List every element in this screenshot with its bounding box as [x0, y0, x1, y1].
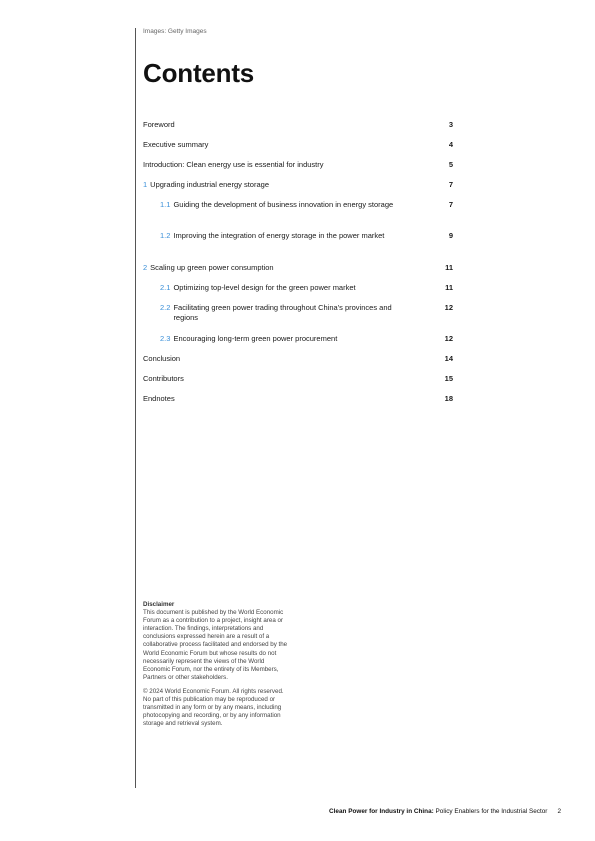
toc-entry-text: Optimizing top-level design for the green power market — [173, 283, 356, 292]
toc-entry-label — [143, 283, 405, 293]
toc-entry-executive-summary[interactable] — [143, 140, 453, 160]
toc-entry-page: 11 — [445, 283, 453, 292]
toc-entry-label: Conclusion — [143, 354, 181, 363]
toc-entry-label — [143, 334, 405, 344]
toc-entry-section-2-2[interactable] — [143, 303, 453, 334]
toc-entry-label — [143, 180, 269, 190]
toc-entry-contributors[interactable] — [143, 374, 453, 394]
toc-entry-label: Executive summary — [143, 140, 209, 149]
toc-entry-page: 18 — [444, 394, 453, 403]
disclaimer-body: This document is published by the World Economic Forum as a contribution to a project, insight area or interaction. The findings, interpretations and conclusions expressed herein are a result of a collaborative process facilitated and endorsed by the World Economic Forum but whose results do not necessarily represent the views of the World Economic Forum, nor the entirety of its Members, Partners or other stakeholders. — [143, 609, 288, 681]
toc-entry-page: 9 — [448, 231, 453, 240]
toc-entry-label — [143, 231, 405, 241]
toc-entry-page: 12 — [444, 303, 453, 312]
toc-entry-number: 2 — [143, 263, 148, 272]
toc-entry-number: 2.3 — [160, 334, 171, 343]
toc-entry-section-2-1[interactable] — [143, 283, 453, 303]
toc-entry-page: 7 — [448, 200, 453, 209]
disclaimer-heading: Disclaimer — [143, 601, 175, 608]
toc-entry-number: 2.1 — [160, 283, 171, 292]
toc-entry-text: Guiding the development of business innovation in energy storage — [173, 200, 394, 209]
toc-entry-section-2[interactable] — [143, 263, 453, 283]
table-of-contents — [143, 120, 453, 414]
footer-title-rest: Policy Enablers for the Industrial Sector — [433, 808, 548, 815]
toc-entry-number: 1.1 — [160, 200, 171, 209]
toc-entry-text: Scaling up green power consumption — [150, 263, 274, 272]
toc-entry-label: Introduction: Clean energy use is essential for industry — [143, 160, 324, 169]
toc-entry-label: Contributors — [143, 374, 184, 383]
toc-entry-label: Endnotes — [143, 394, 175, 403]
footer-page-number: 2 — [557, 808, 561, 815]
toc-entry-number: 1 — [143, 180, 148, 189]
footer-title-bold: Clean Power for Industry in China: — [329, 808, 434, 815]
page-footer — [329, 808, 561, 815]
margin-rule — [135, 28, 136, 788]
toc-entry-section-1-1[interactable] — [143, 200, 453, 231]
toc-entry-section-1[interactable] — [143, 180, 453, 200]
toc-entry-section-2-3[interactable] — [143, 334, 453, 354]
toc-entry-section-1-2[interactable] — [143, 231, 453, 263]
toc-entry-text: Upgrading industrial energy storage — [150, 180, 269, 189]
toc-entry-page: 14 — [444, 354, 453, 363]
toc-entry-label — [143, 263, 274, 273]
toc-entry-page: 3 — [448, 120, 453, 129]
toc-entry-page: 4 — [448, 140, 453, 149]
toc-entry-label — [143, 303, 405, 322]
toc-entry-number: 1.2 — [160, 231, 171, 240]
toc-entry-foreword[interactable] — [143, 120, 453, 140]
toc-entry-label — [143, 200, 405, 210]
copyright-notice: © 2024 World Economic Forum. All rights reserved. No part of this publication may be reproduced or transmitted in any form or by any means, including photocopying and recording, or by any information storage and retrieval system. — [143, 687, 284, 728]
page-title: Contents — [143, 58, 255, 88]
toc-entry-text: Improving the integration of energy storage in the power market — [173, 231, 385, 240]
toc-entry-page: 12 — [444, 334, 453, 343]
toc-entry-text: Encouraging long-term green power procurement — [173, 334, 338, 343]
toc-entry-page: 11 — [445, 263, 453, 272]
toc-entry-endnotes[interactable] — [143, 394, 453, 414]
disclaimer-block — [143, 601, 288, 728]
image-credit: Images: Getty Images — [143, 28, 207, 35]
toc-entry-conclusion[interactable] — [143, 354, 453, 374]
toc-entry-text: Facilitating green power trading throughout China's provinces and regions — [173, 303, 392, 322]
toc-entry-introduction[interactable] — [143, 160, 453, 180]
toc-entry-page: 5 — [448, 160, 453, 169]
toc-entry-page: 7 — [448, 180, 453, 189]
toc-entry-page: 15 — [444, 374, 453, 383]
toc-entry-label: Foreword — [143, 120, 175, 129]
toc-entry-number: 2.2 — [160, 303, 171, 312]
